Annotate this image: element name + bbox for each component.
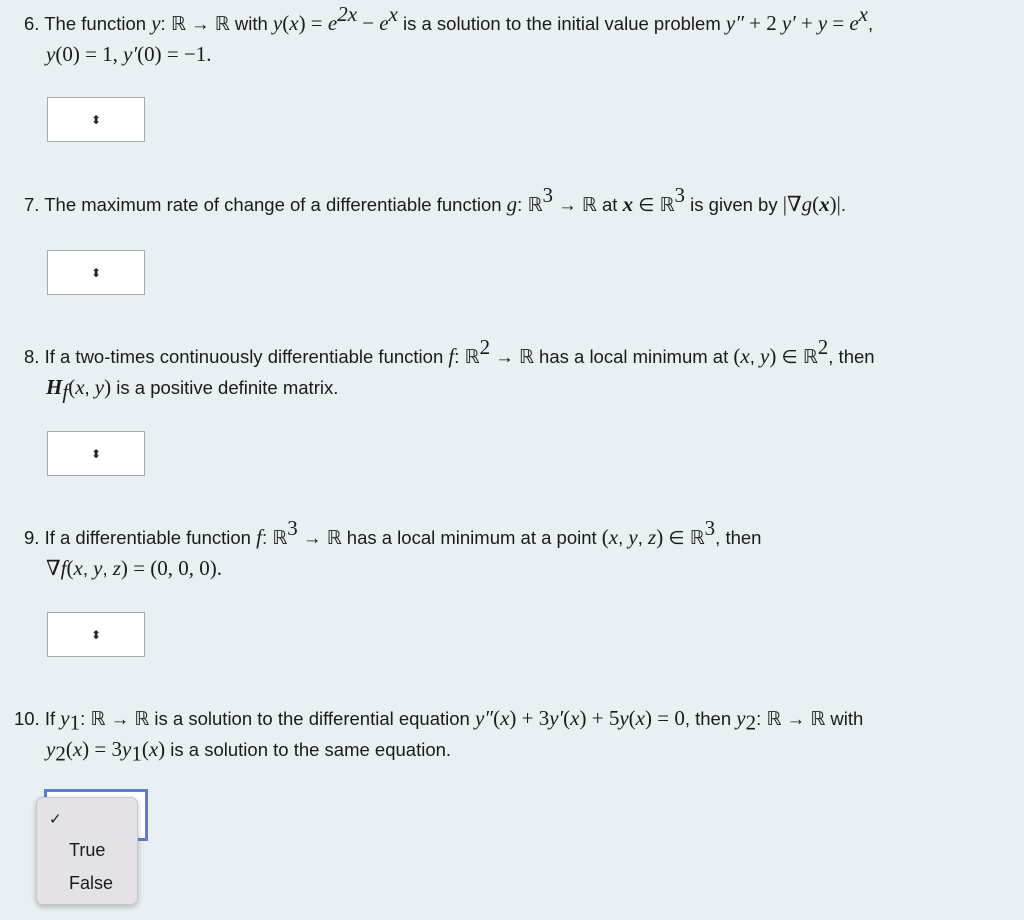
question-number: 7. — [24, 194, 40, 215]
answer-select-7[interactable] — [47, 250, 145, 295]
chevron-up-down-icon: ⬍ — [90, 112, 102, 127]
chevron-up-down-icon: ⬍ — [90, 627, 102, 642]
chevron-up-down-icon: ⬍ — [90, 265, 102, 280]
question-10-text: 10. If $y_1$: ℝ → ℝ is a solution to the differential equation y″(x) + 3y′(x) + 5y(x) = 0, then $y_2$: ℝ → ℝ with — [14, 706, 864, 735]
question-9-text: 9. If a differentiable function f: ℝ$^3$ → ℝ has a local minimum at a point (x, y, z) ∈ ℝ$^3$, then — [24, 515, 762, 549]
answer-select-6[interactable] — [47, 97, 145, 142]
chevron-up-down-icon: ⬍ — [90, 446, 102, 461]
dropdown-option-false[interactable]: False — [69, 873, 114, 893]
dropdown-option-true[interactable]: True — [69, 840, 106, 860]
question-number: 10. — [14, 708, 40, 729]
question-number: 9. — [24, 527, 40, 548]
question-8-text-cont: $H_f(x$, y) is a positive definite matrix. — [46, 375, 339, 404]
question-7-text: 7. The maximum rate of change of a differentiable function g: ℝ$^3$ → ℝ at x ∈ ℝ$^3$ is given by |∇g(x)|. — [24, 182, 846, 216]
question-8-text: 8. If a two-times continuously differentiable function f: ℝ$^2$ → ℝ has a local minimum at (x, y) ∈ ℝ$^2$, then — [24, 334, 875, 368]
question-9 — [24, 515, 1006, 584]
question-8 — [24, 334, 1006, 404]
question-10 — [14, 703, 1006, 765]
question-number: 6. — [24, 13, 40, 34]
question-7 — [24, 182, 1006, 220]
question-number: 8. — [24, 346, 40, 367]
question-9-text-cont: ∇f(x, y, z) = (0, 0, 0). — [46, 556, 222, 580]
question-6-text: 6. The function y: ℝ → ℝ with $y(x) = e^{2x} - e^x$ is a solution to the initial value problem y″ + 2 $y' + y = e^x$, — [24, 1, 874, 35]
question-6-text-cont: y(0) = 1, y′(0) = −1. — [46, 42, 212, 66]
question-10-text-cont: $y_2(x) = 3y_1(x)$ is a solution to the same equation. — [46, 737, 452, 766]
answer-select-8[interactable] — [47, 431, 145, 476]
dropdown-menu — [36, 797, 138, 905]
question-6 — [24, 1, 1006, 70]
answer-select-9[interactable] — [47, 612, 145, 657]
checkmark-icon: ✓ — [49, 810, 62, 828]
